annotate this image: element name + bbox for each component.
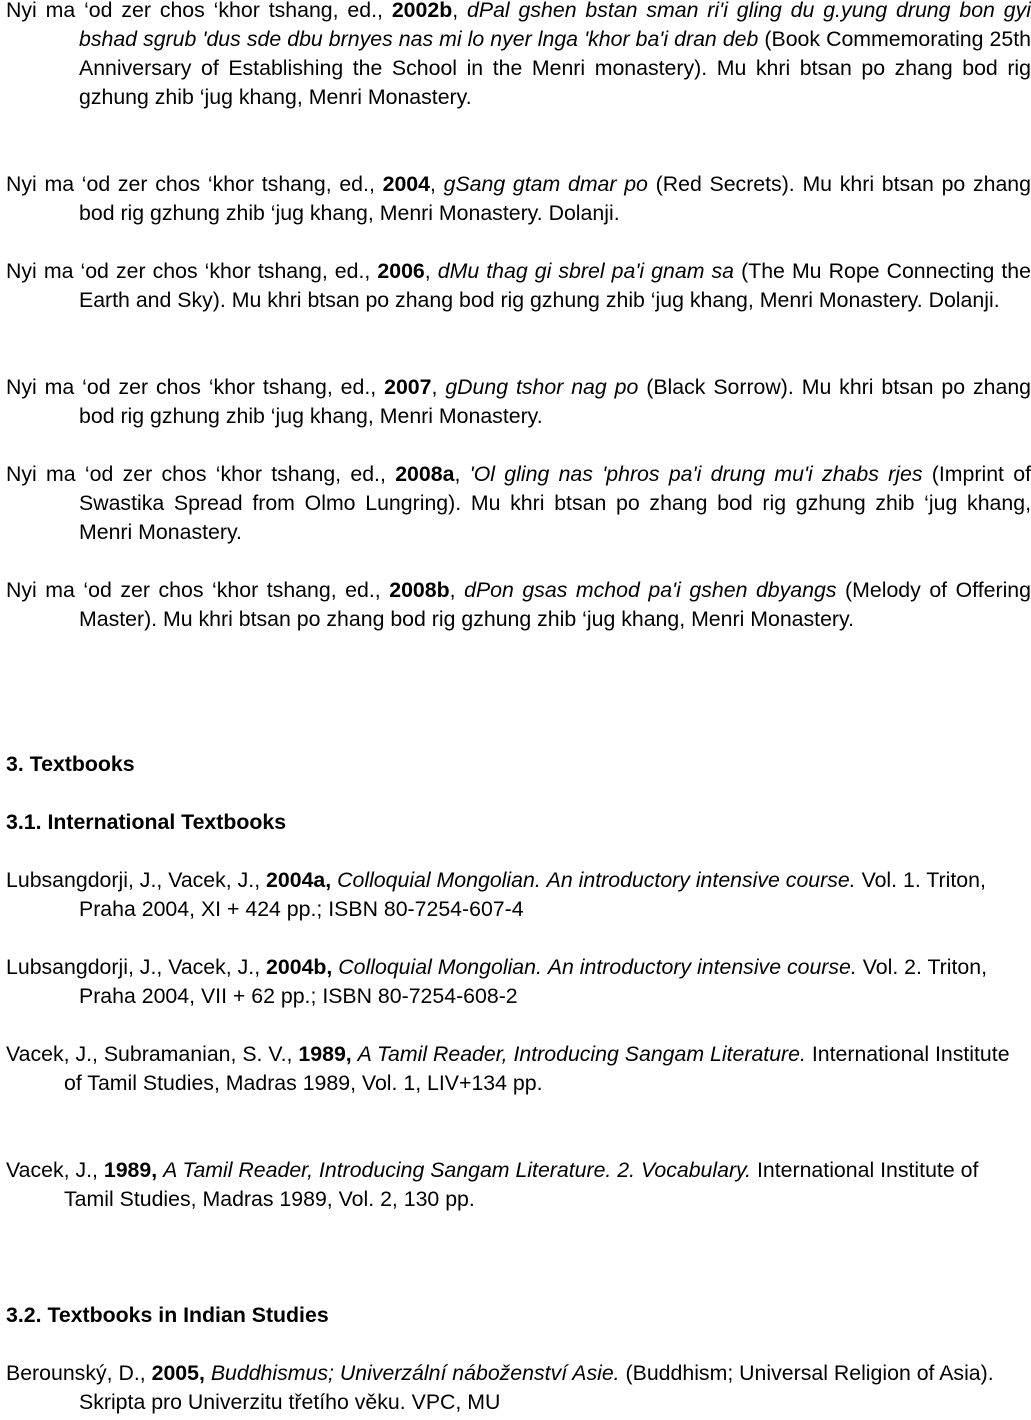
- entry-title: A Tamil Reader, Introducing Sangam Literature. 2. Vocabulary.: [163, 1158, 752, 1182]
- bib-entry: Nyi ma ‘od zer chos ‘khor tshang, ed., 2008a, 'Ol gling nas 'phros pa'i drung mu'i zhabs rjes (Imprint of Swastika Spread from Olmo Lungring). Mu khri btsan po zhang bod rig gzhung zhib ‘jug khang, Menri Monastery.: [6, 462, 1031, 544]
- entry-year: 2006: [377, 259, 425, 283]
- entry-publisher: Mu khri btsan po zhang bod rig gzhung zhib ‘jug khang, Menri Monastery. Dolanji.: [79, 172, 1031, 225]
- bib-entry: Nyi ma ‘od zer chos ‘khor tshang, ed., 2002b, dPal gshen bstan sman ri'i gling du g.yung drung bon gyi bshad sgrub 'dus sde dbu brnyes nas mi lo nyer lnga 'khor ba'i dran deb (Book Commemorating 25th Anniversary of Establishing the School in the Menri monastery). Mu khri btsan po zhang bod rig gzhung zhib ‘jug khang, Menri Monastery.: [6, 0, 1031, 109]
- entry-author: Nyi ma ‘od zer chos ‘khor tshang, ed.: [6, 462, 380, 486]
- bib-entry: Nyi ma ‘od zer chos ‘khor tshang, ed., 2007, gDung tshor nag po (Black Sorrow). Mu khri btsan po zhang bod rig gzhung zhib ‘jug khang, Menri Monastery.: [6, 375, 1031, 428]
- entry-details: Vol. 1. Triton, Praha 2004, XI + 424 pp.; ISBN 80-7254-607-4: [79, 868, 986, 921]
- subsection-heading: 3.1. International Textbooks: [6, 810, 287, 834]
- entry-translation: (Book Commemorating 25th Anniversary of Establishing the School in the Menri monastery).: [79, 27, 1031, 80]
- entry-subtitle: An introductory intensive course.: [547, 955, 857, 979]
- entry-details: (Buddhism; Universal Religion of Asia). Skripta pro Univerzitu třetího věku. VPC, MU: [79, 1361, 994, 1414]
- entry-details: International Institute of Tamil Studies, Madras 1989, Vol. 1, LIV+134 pp.: [64, 1042, 1010, 1095]
- entry-author: Vacek, J., Subramanian, S. V.,: [6, 1042, 293, 1066]
- entry-publisher: Mu khri btsan po zhang bod rig gzhung zhib ‘jug khang, Menri Monastery.: [79, 56, 1031, 109]
- entry-subtitle: An introductory intensive course.: [546, 868, 856, 892]
- entry-author: Lubsangdorji, J., Vacek, J.,: [6, 868, 261, 892]
- entry-title: Colloquial Mongolian.: [337, 868, 541, 892]
- textbook-entry: [6, 1156, 1016, 1214]
- entry-translation: (The Mu Rope Connecting the Earth and Sky).: [79, 259, 1031, 312]
- entry-year: 2007: [384, 375, 432, 399]
- subsection-heading: 3.2. Textbooks in Indian Studies: [6, 1303, 329, 1327]
- entry-year: 2005,: [151, 1361, 205, 1385]
- entry-year: 2002b: [391, 0, 453, 22]
- textbook-entry: [6, 866, 1031, 924]
- entry-translation: (Imprint of Swastika Spread from Olmo Lungring).: [79, 462, 1031, 515]
- entry-author: Nyi ma ‘od zer chos ‘khor tshang, ed.: [6, 578, 375, 602]
- entry-author: Nyi ma ‘od zer chos ‘khor tshang, ed.: [6, 172, 369, 196]
- entry-author: Nyi ma ‘od zer chos ‘khor tshang, ed.: [6, 0, 378, 22]
- entry-author: Vacek, J.,: [6, 1158, 98, 1182]
- textbook-entry: [6, 953, 1031, 1011]
- entry-translation: (Red Secrets).: [655, 172, 795, 196]
- entry-year: 1989,: [103, 1158, 158, 1182]
- entry-author: Nyi ma ‘od zer chos ‘khor tshang, ed.: [6, 375, 371, 399]
- bib-entry: Nyi ma ‘od zer chos ‘khor tshang, ed., 2008b, dPon gsas mchod pa'i gshen dbyangs (Melody of Offering Master). Mu khri btsan po zhang bod rig gzhung zhib ‘jug khang, Menri Monastery.: [6, 578, 1031, 631]
- entry-title: dMu thag gi sbrel pa'i gnam sa: [437, 259, 735, 283]
- entry-publisher: Mu khri btsan po zhang bod rig gzhung zhib ‘jug khang, Menri Monastery.: [163, 607, 854, 631]
- entry-title: A Tamil Reader, Introducing Sangam Literature.: [357, 1042, 806, 1066]
- entry-title: dPon gsas mchod pa'i gshen dbyangs: [464, 578, 837, 602]
- entry-author: Berounský, D.,: [6, 1361, 146, 1385]
- entry-year: 1989,: [298, 1042, 352, 1066]
- entry-title: Colloquial Mongolian.: [338, 955, 542, 979]
- entry-title: dPal gshen bstan sman ri'i gling du g.yung drung bon gyi bshad sgrub 'dus sde dbu brnyes nas mi lo nyer lnga 'khor ba'i dran deb: [79, 0, 1031, 51]
- textbook-entry: [6, 1040, 1016, 1098]
- entry-title: gSang gtam dmar po: [443, 172, 648, 196]
- entry-title: gDung tshor nag po: [445, 375, 639, 399]
- entry-publisher: Mu khri btsan po zhang bod rig gzhung zhib ‘jug khang, Menri Monastery.: [79, 375, 1031, 428]
- entry-year: 2004b,: [266, 955, 333, 979]
- entry-year: 2008a: [395, 462, 455, 486]
- entry-author: Lubsangdorji, J., Vacek, J.,: [6, 955, 261, 979]
- entry-author: Nyi ma ‘od zer chos ‘khor tshang, ed.: [6, 259, 365, 283]
- bib-entry: Nyi ma ‘od zer chos ‘khor tshang, ed., 2004, gSang gtam dmar po (Red Secrets). Mu khri btsan po zhang bod rig gzhung zhib ‘jug khang, Menri Monastery. Dolanji.: [6, 172, 1031, 225]
- entry-title: 'Ol gling nas 'phros pa'i drung mu'i zhabs rjes: [469, 462, 923, 486]
- entry-translation: (Melody of Offering Master).: [79, 578, 1031, 631]
- section-heading: 3. Textbooks: [6, 752, 135, 776]
- entry-year: 2004: [382, 172, 430, 196]
- entry-details: International Institute of Tamil Studies, Madras 1989, Vol. 2, 130 pp.: [64, 1158, 979, 1211]
- textbook-entry: [6, 1359, 1031, 1417]
- entry-year: 2008b: [389, 578, 450, 602]
- entry-details: Vol. 2. Triton, Praha 2004, VII + 62 pp.; ISBN 80-7254-608-2: [79, 955, 988, 1008]
- entry-translation: (Black Sorrow).: [646, 375, 794, 399]
- entry-publisher: Mu khri btsan po zhang bod rig gzhung zhib ‘jug khang, Menri Monastery. Dolanji.: [231, 288, 1000, 312]
- entry-title: Buddhismus; Univerzální náboženství Asie.: [210, 1361, 620, 1385]
- bib-entry: Nyi ma ‘od zer chos ‘khor tshang, ed., 2006, dMu thag gi sbrel pa'i gnam sa (The Mu Rope Connecting the Earth and Sky). Mu khri btsan po zhang bod rig gzhung zhib ‘jug khang, Menri Monastery. Dolanji.: [6, 259, 1031, 312]
- entry-publisher: Mu khri btsan po zhang bod rig gzhung zhib ‘jug khang, Menri Monastery.: [79, 491, 1031, 544]
- entry-year: 2004a,: [266, 868, 332, 892]
